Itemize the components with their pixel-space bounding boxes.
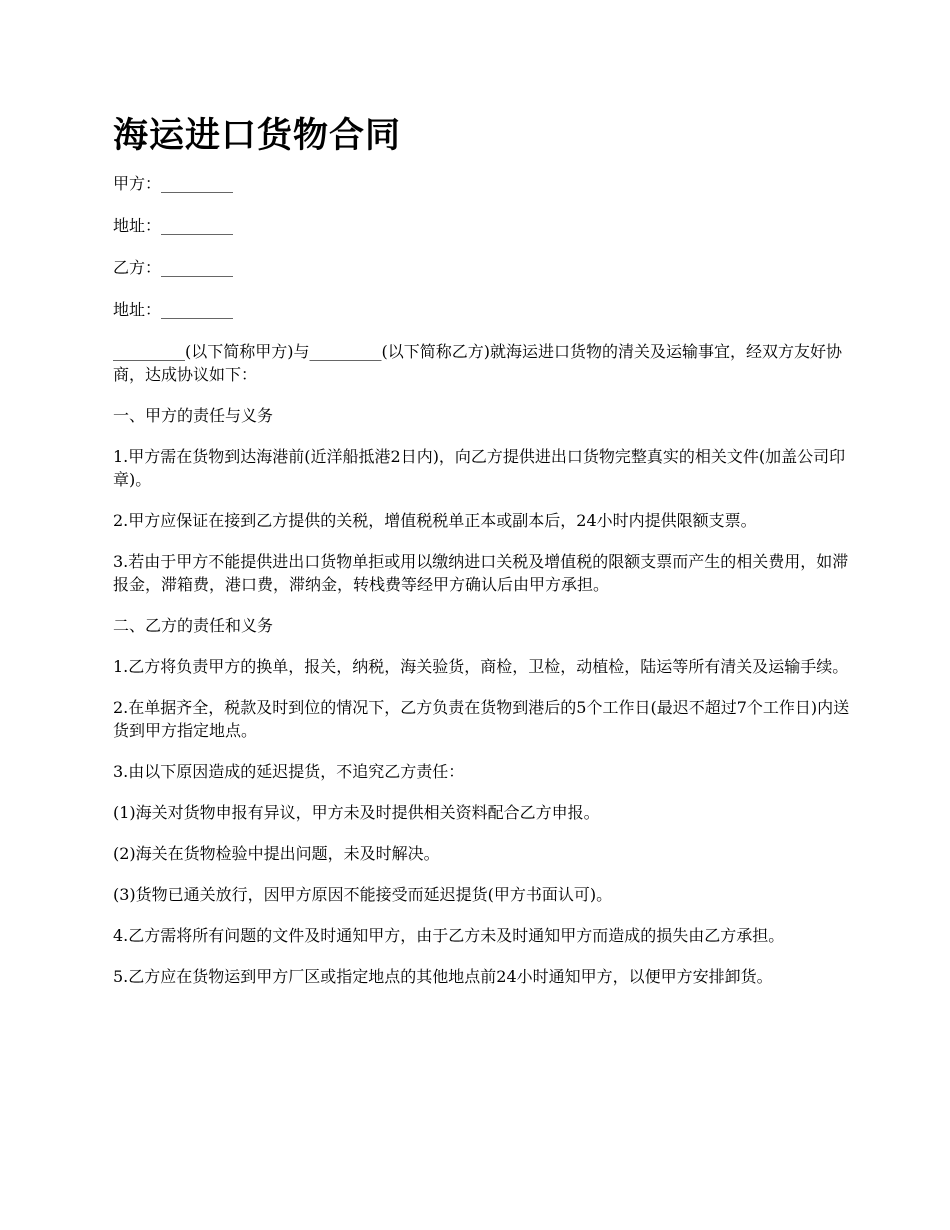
section-2-subitem-3: (3)货物已通关放行，因甲方原因不能接受而延迟提货(甲方书面认可)。 — [113, 885, 613, 904]
section-1-item-2: 2.甲方应保证在接到乙方提供的关税，增值税税单正本或副本后，24小时内提供限额支票。 — [113, 511, 757, 530]
section-1-item-1: 1.甲方需在货物到达海港前(近洋船抵港2日内)，向乙方提供进出口货物完整真实的相关文件(加盖公司印章)。 — [113, 447, 846, 489]
section-1-item-3: 3.若由于甲方不能提供进出口货物单拒或用以缴纳进口关税及增值税的限额支票而产生的相关费用，如滞报金，滞箱费，港口费，滞纳金，转栈费等经甲方确认后由甲方承担。 — [113, 552, 849, 594]
section-2-item-5: 5.乙方应在货物运到甲方厂区或指定地点的其他地点前24小时通知甲方，以便甲方安排卸货。 — [113, 967, 773, 986]
party-b-address-field: 地址：_________ — [113, 300, 234, 319]
section-2-subitem-1: (1)海关对货物申报有异议，甲方未及时提供相关资料配合乙方申报。 — [113, 803, 600, 822]
section-2-item-1: 1.乙方将负责甲方的换单，报关，纳税，海关验货，商检，卫检，动植检，陆运等所有清关及运输手续。 — [113, 657, 849, 676]
intro-paragraph: _________(以下简称甲方)与_________(以下简称乙方)就海运进口货物的清关及运输事宜，经双方友好协商，达成协议如下： — [113, 342, 842, 384]
section-2-subitem-2: (2)海关在货物检验中提出问题，未及时解决。 — [113, 844, 440, 863]
document-page — [113, 108, 858, 1006]
party-b-field: 乙方：_________ — [113, 258, 234, 277]
party-a-address-field: 地址：_________ — [113, 216, 234, 235]
section-2-item-4: 4.乙方需将所有问题的文件及时通知甲方，由于乙方未及时通知甲方而造成的损失由乙方承担。 — [113, 926, 785, 945]
document-title: 海运进口货物合同 — [113, 116, 402, 156]
section-2-item-2: 2.在单据齐全，税款及时到位的情况下，乙方负责在货物到港后的5个工作日(最迟不超过7个工作日)内送货到甲方指定地点。 — [113, 698, 850, 740]
section-2-heading: 二、乙方的责任和义务 — [113, 616, 274, 635]
party-a-field: 甲方：_________ — [113, 174, 234, 193]
section-2-item-3: 3.由以下原因造成的延迟提货，不追究乙方责任： — [113, 762, 465, 781]
section-1-heading: 一、甲方的责任与义务 — [113, 406, 274, 425]
